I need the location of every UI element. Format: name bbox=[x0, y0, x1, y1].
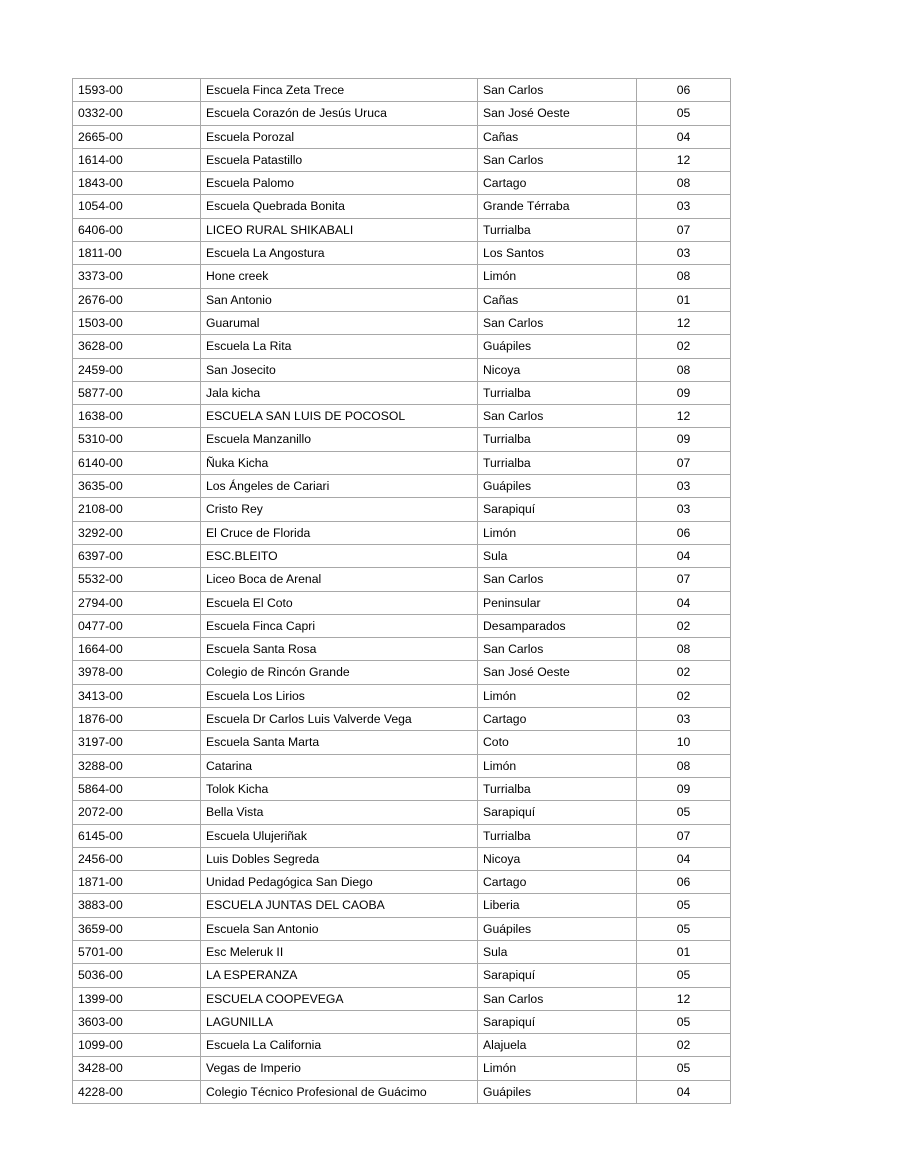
table-row bbox=[73, 871, 731, 894]
cell-code: 3978-00 bbox=[73, 661, 201, 684]
cell-number: 06 bbox=[637, 79, 731, 102]
cell-region: San José Oeste bbox=[478, 102, 637, 125]
cell-name: Jala kicha bbox=[201, 381, 478, 404]
table-row bbox=[73, 964, 731, 987]
cell-region: Sarapiquí bbox=[478, 1010, 637, 1033]
cell-code: 1099-00 bbox=[73, 1034, 201, 1057]
cell-number: 04 bbox=[637, 544, 731, 567]
cell-region: Cañas bbox=[478, 125, 637, 148]
cell-name: San Josecito bbox=[201, 358, 478, 381]
table-row bbox=[73, 1010, 731, 1033]
cell-region: Guápiles bbox=[478, 1080, 637, 1103]
cell-name: Escuela Porozal bbox=[201, 125, 478, 148]
cell-region: San José Oeste bbox=[478, 661, 637, 684]
cell-code: 1811-00 bbox=[73, 242, 201, 265]
cell-region: San Carlos bbox=[478, 638, 637, 661]
table-row bbox=[73, 428, 731, 451]
cell-region: Sula bbox=[478, 940, 637, 963]
cell-number: 07 bbox=[637, 568, 731, 591]
cell-number: 05 bbox=[637, 1010, 731, 1033]
cell-region: Turrialba bbox=[478, 451, 637, 474]
cell-number: 12 bbox=[637, 987, 731, 1010]
cell-code: 0477-00 bbox=[73, 614, 201, 637]
cell-number: 04 bbox=[637, 847, 731, 870]
schools-table-body bbox=[73, 79, 731, 1104]
cell-code: 1503-00 bbox=[73, 311, 201, 334]
cell-name: LAGUNILLA bbox=[201, 1010, 478, 1033]
cell-name: ESCUELA COOPEVEGA bbox=[201, 987, 478, 1010]
cell-code: 3428-00 bbox=[73, 1057, 201, 1080]
cell-region: San Carlos bbox=[478, 405, 637, 428]
table-row bbox=[73, 195, 731, 218]
cell-name: Escuela Finca Zeta Trece bbox=[201, 79, 478, 102]
cell-region: Sarapiquí bbox=[478, 498, 637, 521]
cell-region: Sula bbox=[478, 544, 637, 567]
cell-region: San Carlos bbox=[478, 79, 637, 102]
schools-table-container bbox=[72, 78, 730, 1104]
cell-code: 3628-00 bbox=[73, 335, 201, 358]
cell-code: 6397-00 bbox=[73, 544, 201, 567]
cell-number: 12 bbox=[637, 148, 731, 171]
cell-name: Bella Vista bbox=[201, 801, 478, 824]
cell-name: Cristo Rey bbox=[201, 498, 478, 521]
cell-number: 05 bbox=[637, 1057, 731, 1080]
cell-code: 5310-00 bbox=[73, 428, 201, 451]
cell-number: 12 bbox=[637, 311, 731, 334]
table-row bbox=[73, 568, 731, 591]
cell-number: 08 bbox=[637, 358, 731, 381]
cell-number: 12 bbox=[637, 405, 731, 428]
table-row bbox=[73, 218, 731, 241]
cell-name: Escuela Ulujeriñak bbox=[201, 824, 478, 847]
table-row bbox=[73, 498, 731, 521]
cell-region: Limón bbox=[478, 754, 637, 777]
cell-region: Limón bbox=[478, 521, 637, 544]
table-row bbox=[73, 265, 731, 288]
cell-number: 03 bbox=[637, 475, 731, 498]
table-row bbox=[73, 894, 731, 917]
cell-name: LA ESPERANZA bbox=[201, 964, 478, 987]
cell-code: 0332-00 bbox=[73, 102, 201, 125]
cell-name: San Antonio bbox=[201, 288, 478, 311]
cell-name: Catarina bbox=[201, 754, 478, 777]
cell-number: 07 bbox=[637, 218, 731, 241]
table-row bbox=[73, 79, 731, 102]
cell-name: Escuela San Antonio bbox=[201, 917, 478, 940]
cell-region: Turrialba bbox=[478, 824, 637, 847]
cell-region: Limón bbox=[478, 265, 637, 288]
table-row bbox=[73, 754, 731, 777]
table-row bbox=[73, 1057, 731, 1080]
cell-region: Limón bbox=[478, 1057, 637, 1080]
cell-region: Desamparados bbox=[478, 614, 637, 637]
table-row bbox=[73, 847, 731, 870]
cell-number: 03 bbox=[637, 242, 731, 265]
cell-region: San Carlos bbox=[478, 148, 637, 171]
cell-code: 4228-00 bbox=[73, 1080, 201, 1103]
cell-region: Sarapiquí bbox=[478, 964, 637, 987]
cell-name: Escuela Dr Carlos Luis Valverde Vega bbox=[201, 708, 478, 731]
cell-name: Escuela La California bbox=[201, 1034, 478, 1057]
cell-code: 5532-00 bbox=[73, 568, 201, 591]
cell-number: 05 bbox=[637, 917, 731, 940]
cell-number: 01 bbox=[637, 940, 731, 963]
cell-name: LICEO RURAL SHIKABALI bbox=[201, 218, 478, 241]
cell-region: Cartago bbox=[478, 871, 637, 894]
table-row bbox=[73, 405, 731, 428]
table-row bbox=[73, 311, 731, 334]
table-row bbox=[73, 731, 731, 754]
cell-number: 07 bbox=[637, 451, 731, 474]
table-row bbox=[73, 125, 731, 148]
cell-region: Liberia bbox=[478, 894, 637, 917]
cell-code: 2108-00 bbox=[73, 498, 201, 521]
cell-region: Guápiles bbox=[478, 475, 637, 498]
cell-region: Guápiles bbox=[478, 917, 637, 940]
cell-number: 05 bbox=[637, 894, 731, 917]
cell-number: 06 bbox=[637, 871, 731, 894]
table-row bbox=[73, 358, 731, 381]
cell-code: 2665-00 bbox=[73, 125, 201, 148]
table-row bbox=[73, 1034, 731, 1057]
cell-code: 2459-00 bbox=[73, 358, 201, 381]
cell-name: ESCUELA SAN LUIS DE POCOSOL bbox=[201, 405, 478, 428]
cell-code: 3292-00 bbox=[73, 521, 201, 544]
cell-code: 3635-00 bbox=[73, 475, 201, 498]
cell-code: 6145-00 bbox=[73, 824, 201, 847]
cell-code: 1593-00 bbox=[73, 79, 201, 102]
cell-region: Nicoya bbox=[478, 847, 637, 870]
table-row bbox=[73, 288, 731, 311]
cell-region: Alajuela bbox=[478, 1034, 637, 1057]
cell-code: 3373-00 bbox=[73, 265, 201, 288]
cell-number: 02 bbox=[637, 661, 731, 684]
cell-region: Guápiles bbox=[478, 335, 637, 358]
cell-region: San Carlos bbox=[478, 568, 637, 591]
cell-name: ESCUELA JUNTAS DEL CAOBA bbox=[201, 894, 478, 917]
table-row bbox=[73, 708, 731, 731]
cell-number: 02 bbox=[637, 684, 731, 707]
cell-name: Colegio Técnico Profesional de Guácimo bbox=[201, 1080, 478, 1103]
cell-region: Grande Térraba bbox=[478, 195, 637, 218]
cell-code: 3413-00 bbox=[73, 684, 201, 707]
cell-code: 6140-00 bbox=[73, 451, 201, 474]
cell-code: 3288-00 bbox=[73, 754, 201, 777]
cell-number: 06 bbox=[637, 521, 731, 544]
cell-code: 3659-00 bbox=[73, 917, 201, 940]
cell-number: 07 bbox=[637, 824, 731, 847]
cell-code: 1399-00 bbox=[73, 987, 201, 1010]
cell-number: 09 bbox=[637, 777, 731, 800]
cell-name: Unidad Pedagógica San Diego bbox=[201, 871, 478, 894]
table-row bbox=[73, 684, 731, 707]
cell-name: Escuela El Coto bbox=[201, 591, 478, 614]
table-row bbox=[73, 172, 731, 195]
cell-code: 3197-00 bbox=[73, 731, 201, 754]
cell-number: 05 bbox=[637, 964, 731, 987]
cell-name: Colegio de Rincón Grande bbox=[201, 661, 478, 684]
table-row bbox=[73, 661, 731, 684]
cell-name: ESC.BLEITO bbox=[201, 544, 478, 567]
cell-number: 02 bbox=[637, 335, 731, 358]
table-row bbox=[73, 777, 731, 800]
cell-code: 2794-00 bbox=[73, 591, 201, 614]
table-row bbox=[73, 987, 731, 1010]
cell-name: Guarumal bbox=[201, 311, 478, 334]
cell-number: 04 bbox=[637, 591, 731, 614]
cell-region: Turrialba bbox=[478, 777, 637, 800]
cell-number: 01 bbox=[637, 288, 731, 311]
cell-number: 02 bbox=[637, 1034, 731, 1057]
cell-number: 04 bbox=[637, 1080, 731, 1103]
cell-region: Turrialba bbox=[478, 428, 637, 451]
cell-name: Escuela Santa Marta bbox=[201, 731, 478, 754]
cell-region: Los Santos bbox=[478, 242, 637, 265]
cell-code: 2456-00 bbox=[73, 847, 201, 870]
cell-code: 6406-00 bbox=[73, 218, 201, 241]
cell-region: Cartago bbox=[478, 172, 637, 195]
table-row bbox=[73, 1080, 731, 1103]
cell-name: Liceo Boca de Arenal bbox=[201, 568, 478, 591]
cell-number: 08 bbox=[637, 754, 731, 777]
cell-number: 05 bbox=[637, 102, 731, 125]
table-row bbox=[73, 638, 731, 661]
cell-region: Coto bbox=[478, 731, 637, 754]
table-row bbox=[73, 591, 731, 614]
cell-code: 3603-00 bbox=[73, 1010, 201, 1033]
cell-region: San Carlos bbox=[478, 987, 637, 1010]
cell-code: 2676-00 bbox=[73, 288, 201, 311]
table-row bbox=[73, 824, 731, 847]
table-row bbox=[73, 940, 731, 963]
cell-code: 1871-00 bbox=[73, 871, 201, 894]
cell-region: Turrialba bbox=[478, 381, 637, 404]
cell-code: 1054-00 bbox=[73, 195, 201, 218]
cell-name: Escuela Finca Capri bbox=[201, 614, 478, 637]
cell-name: Hone creek bbox=[201, 265, 478, 288]
table-row bbox=[73, 335, 731, 358]
cell-code: 1843-00 bbox=[73, 172, 201, 195]
cell-name: Vegas de Imperio bbox=[201, 1057, 478, 1080]
cell-code: 3883-00 bbox=[73, 894, 201, 917]
cell-name: Escuela Quebrada Bonita bbox=[201, 195, 478, 218]
cell-number: 08 bbox=[637, 265, 731, 288]
cell-region: Limón bbox=[478, 684, 637, 707]
cell-code: 1614-00 bbox=[73, 148, 201, 171]
cell-region: Nicoya bbox=[478, 358, 637, 381]
cell-number: 05 bbox=[637, 801, 731, 824]
cell-number: 03 bbox=[637, 498, 731, 521]
table-row bbox=[73, 475, 731, 498]
cell-name: Escuela La Rita bbox=[201, 335, 478, 358]
cell-number: 09 bbox=[637, 428, 731, 451]
table-row bbox=[73, 801, 731, 824]
cell-name: Esc Meleruk II bbox=[201, 940, 478, 963]
table-row bbox=[73, 614, 731, 637]
table-row bbox=[73, 381, 731, 404]
cell-name: Escuela Los Lirios bbox=[201, 684, 478, 707]
table-row bbox=[73, 242, 731, 265]
cell-region: Cañas bbox=[478, 288, 637, 311]
cell-region: Sarapiquí bbox=[478, 801, 637, 824]
cell-code: 1664-00 bbox=[73, 638, 201, 661]
cell-name: El Cruce de Florida bbox=[201, 521, 478, 544]
cell-name: Escuela Palomo bbox=[201, 172, 478, 195]
cell-number: 03 bbox=[637, 708, 731, 731]
cell-number: 08 bbox=[637, 638, 731, 661]
cell-region: Peninsular bbox=[478, 591, 637, 614]
cell-number: 08 bbox=[637, 172, 731, 195]
schools-table bbox=[72, 78, 731, 1104]
table-row bbox=[73, 521, 731, 544]
cell-region: Turrialba bbox=[478, 218, 637, 241]
cell-code: 5877-00 bbox=[73, 381, 201, 404]
cell-code: 5864-00 bbox=[73, 777, 201, 800]
cell-name: Ñuka Kicha bbox=[201, 451, 478, 474]
cell-name: Luis Dobles Segreda bbox=[201, 847, 478, 870]
table-row bbox=[73, 148, 731, 171]
cell-code: 1876-00 bbox=[73, 708, 201, 731]
cell-number: 09 bbox=[637, 381, 731, 404]
cell-region: San Carlos bbox=[478, 311, 637, 334]
cell-name: Escuela Patastillo bbox=[201, 148, 478, 171]
cell-number: 03 bbox=[637, 195, 731, 218]
cell-name: Escuela La Angostura bbox=[201, 242, 478, 265]
cell-name: Escuela Manzanillo bbox=[201, 428, 478, 451]
cell-name: Escuela Corazón de Jesús Uruca bbox=[201, 102, 478, 125]
table-row bbox=[73, 544, 731, 567]
table-row bbox=[73, 451, 731, 474]
cell-code: 5701-00 bbox=[73, 940, 201, 963]
cell-number: 02 bbox=[637, 614, 731, 637]
cell-name: Escuela Santa Rosa bbox=[201, 638, 478, 661]
cell-number: 04 bbox=[637, 125, 731, 148]
table-row bbox=[73, 102, 731, 125]
table-row bbox=[73, 917, 731, 940]
cell-name: Los Ángeles de Cariari bbox=[201, 475, 478, 498]
cell-name: Tolok Kicha bbox=[201, 777, 478, 800]
cell-number: 10 bbox=[637, 731, 731, 754]
cell-code: 1638-00 bbox=[73, 405, 201, 428]
cell-region: Cartago bbox=[478, 708, 637, 731]
cell-code: 2072-00 bbox=[73, 801, 201, 824]
cell-code: 5036-00 bbox=[73, 964, 201, 987]
